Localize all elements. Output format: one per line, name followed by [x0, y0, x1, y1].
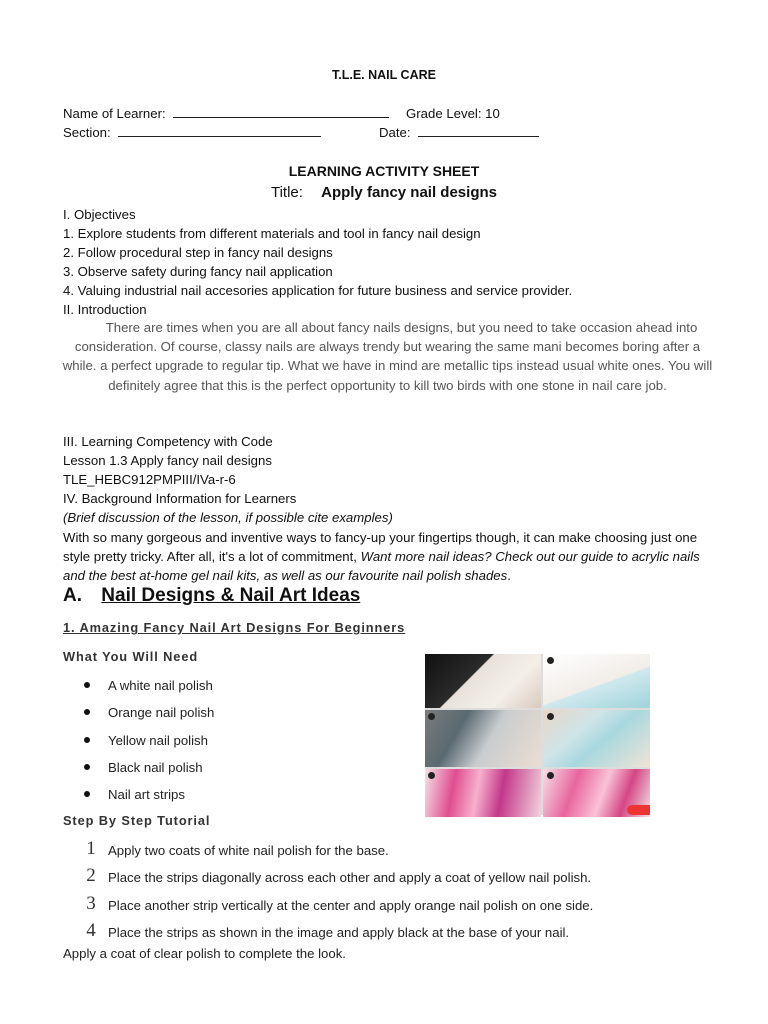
introduction-heading: II. Introduction [63, 302, 147, 317]
objective-item: 3. Observe safety during fancy nail application [63, 264, 333, 279]
step-number: 4 [86, 919, 96, 941]
introduction-body [60, 318, 715, 395]
step-number: 1 [86, 838, 96, 859]
title-label: Title: [270, 184, 303, 201]
nail-art-image [425, 654, 650, 815]
collage-tile [543, 769, 650, 817]
date-blank [418, 124, 539, 137]
step-marker-icon [547, 772, 554, 779]
section-a-letter: A. [63, 585, 82, 606]
step-marker-icon [428, 772, 435, 779]
collage-tile [425, 654, 541, 708]
step-marker-icon [547, 657, 554, 664]
objective-item: 4. Valuing industrial nail accesories application for future business and service provider. [63, 283, 573, 298]
competency-lesson: Lesson 1.3 Apply fancy nail designs [63, 453, 272, 468]
tutorial-heading: Step By Step Tutorial [63, 813, 211, 828]
materials-heading: What You Will Need [63, 649, 199, 664]
designs-subheading: 1. Amazing Fancy Nail Art Designs For Beginners [63, 620, 406, 635]
step-text: Place the strips as shown in the image and apply black at the base of your nail. [108, 924, 570, 940]
objective-item: 1. Explore students from different materials and tool in fancy nail design [63, 226, 481, 241]
activity-title [0, 183, 768, 203]
competency-heading: III. Learning Competency with Code [63, 434, 273, 449]
learner-name-row [63, 105, 389, 122]
section-row [63, 124, 321, 141]
section-a-heading [63, 584, 360, 608]
learner-name-blank [173, 105, 389, 118]
date-row [379, 124, 539, 141]
final-note: Apply a coat of clear polish to complete the look. [63, 946, 346, 961]
section-label: Section: [63, 125, 111, 140]
bullet-icon [84, 682, 90, 688]
watermark-logo-icon [627, 805, 650, 815]
section-blank [118, 124, 321, 137]
bullet-icon [84, 709, 90, 715]
material-label: Yellow nail polish [108, 732, 208, 748]
background-note: (Brief discussion of the lesson, if possible cite examples) [63, 510, 393, 525]
collage-tile [425, 710, 541, 767]
objectives-heading: I. Objectives [63, 207, 136, 222]
step-marker-icon [547, 713, 554, 720]
section-a-title: Nail Designs & Nail Art Ideas [101, 585, 361, 606]
step-number: 3 [86, 892, 96, 914]
background-text: With so many gorgeous and inventive ways to fancy-up your fingertips though, it can make choosing just one style pretty tricky. After all, it's a lot of commitment, [63, 530, 698, 564]
bullet-icon [84, 764, 90, 770]
background-heading: IV. Background Information for Learners [63, 491, 297, 506]
objective-item: 2. Follow procedural step in fancy nail designs [63, 245, 333, 260]
learner-name-label: Name of Learner: [63, 106, 166, 121]
document-title: T.L.E. NAIL CARE [332, 68, 436, 82]
background-paragraph [63, 528, 713, 585]
material-label: Orange nail polish [108, 705, 215, 721]
background-text-italic: Want more nail ideas? Check out our guide to acrylic nails and the best at-home gel nail kits, as well as our favourite nail polish shades [63, 549, 700, 583]
material-label: Nail art strips [108, 787, 185, 803]
step-text: Apply two coats of white nail polish for the base. [108, 843, 389, 858]
sheet-heading: LEARNING ACTIVITY SHEET [288, 163, 480, 179]
bullet-icon [84, 737, 90, 743]
material-label: A white nail polish [108, 678, 213, 693]
step-text: Place the strips diagonally across each other and apply a coat of yellow nail polish. [108, 870, 592, 886]
collage-tile [543, 654, 650, 708]
step-number: 2 [86, 865, 96, 887]
material-label: Black nail polish [108, 759, 203, 775]
date-label: Date: [379, 125, 411, 140]
collage-tile [543, 710, 650, 767]
step-marker-icon [428, 713, 435, 720]
bullet-icon [84, 791, 90, 797]
competency-code: TLE_HEBC912PMPIII/IVa-r-6 [63, 472, 236, 487]
background-text-end: . [507, 568, 511, 583]
collage-tile [425, 769, 541, 817]
grade-level: Grade Level: 10 [406, 106, 500, 121]
introduction-text: There are times when you are all about fancy nails designs, but you need to take occasion ahead into consideration. Of course, classy nails are always trendy but wearing the same mani becomes boring after a while. a perfect upgrade to regular tip. What we have in mind are metallic tips instead usual white ones. You will definitely agree that this is the perfect opportunity to kill two birds with one stone in nail care job. [62, 320, 713, 393]
title-value: Apply fancy nail designs [321, 184, 497, 201]
step-text: Place another strip vertically at the center and apply orange nail polish on one side. [108, 897, 594, 913]
